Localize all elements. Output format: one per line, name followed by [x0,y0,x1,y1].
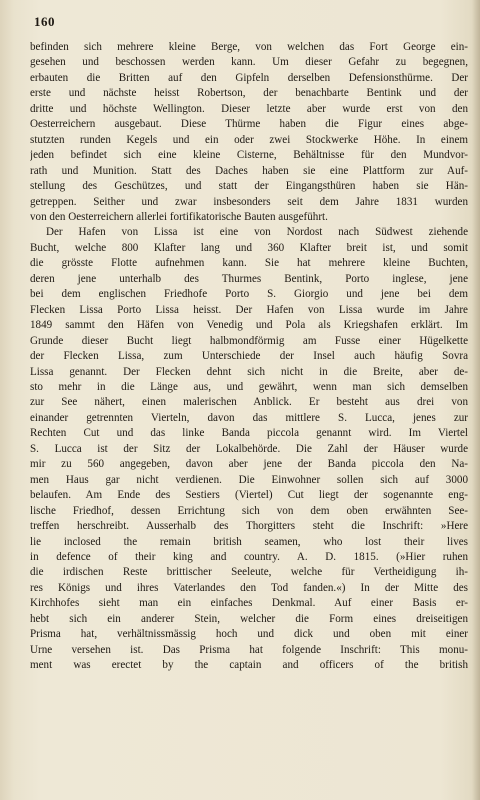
text-line: die irdischen Reste brittischer Seeleute, welche für Vertheidigung ih- [30,566,468,579]
text-line: befinden sich mehrere kleine Berge, von welchen das Fort George ein- [30,41,468,53]
text-line: Rechten Cut und das linke Banda piccola genannt wird. Im Viertel [30,427,468,440]
text-line: bei dem englischen Friedhofe Porto S. Giorgio und jene bei dem [30,288,468,301]
text-line: mir zu 560 angegeben, davon aber jene der Banda piccola den Na- [30,458,468,471]
text-line: der Flecken Lissa, zum Unterschiede der Insel auch häufig Sovra [30,350,468,363]
text-line: von den Oesterreichern allerlei fortifikatorische Bauten ausgeführt. [30,210,328,223]
text-line: Urne versehen ist. Das Prisma hat folgende Inschrift: This monu- [30,643,468,656]
text-line: treffen herschreibt. Ausserhalb des Thorgitters steht die Inschrift: »Here [30,520,468,533]
body-text [30,40,468,674]
text-line: gesehen und beschossen werden kann. Um dieser Gefahr zu begegnen, [30,56,468,69]
text-line: erbauten die Britten auf den Gipfeln derselben Defensionsthürme. Der [30,71,468,84]
text-line: Grunde dieser Bucht liegt halbmondförmig am Fusse einer Hügelkette [30,334,468,347]
text-line: Der Hafen von Lissa ist eine von Nordost nach Südwest ziehende [46,226,468,239]
text-line: Kirchhofes sieht man ein einfaches Denkmal. Auf einer Basis er- [30,597,468,610]
text-line: res Königs und ihres Vaterlandes den Tod fanden.«) In der Mitte des [30,581,468,594]
text-line: deren jene unterhalb des Thurmes Bentink, Porto inglese, jene [30,272,468,285]
text-line: lische Friedhof, dessen Errichtung sich von dem oben erwähnten See- [30,504,468,517]
text-line: einander getrennten Vierteln, davon das mittlere S. Lucca, jenes zur [30,411,468,424]
text-line: stellung des Geschützes, und statt der Eingangsthüren haben sie Hän- [30,180,468,193]
text-line: stutzten runden Kegels und ein oder zwei Stockwerke Höhe. In einem [30,133,468,146]
text-line: men Haus gar nicht verdienen. Die Einwohner sollen sich auf 3000 [30,473,468,486]
text-line: lie inclosed the remain british seamen, who lost their lives [30,535,468,548]
text-line: in defence of their king and country. A. D. 1815. (»Hier ruhen [30,550,468,563]
text-line: Lissa genannt. Der Flecken dehnt sich nicht in die Breite, aber de- [30,365,468,378]
text-line: belaufen. Am Ende des Sestiers (Viertel) Cut liegt der sogenannte eng- [30,489,468,502]
text-line: Prisma hat, verhältnissmässig hoch und dick und oben mit einer [30,628,468,641]
text-line: dritte und höchste Wellington. Dieser letzte aber wurde erst von den [30,102,468,115]
text-line: erste und nächste heisst Robertson, der benachbarte Bentink und der [30,87,468,100]
page-number: 160 [34,14,55,29]
text-line: ment was erectet by the captain and officers of the british [30,659,468,672]
text-line: 1849 sammt den Häfen von Venedig und Pola als Kriegshafen erklärt. Im [30,319,468,332]
page-fold-shadow [472,0,480,800]
text-line: Oesterreichern ausgebaut. Diese Thürme haben die Figur eines abge- [30,118,468,131]
text-line: die grösste Flotte aufnehmen kann. Sie hat mehrere kleine Buchten, [30,257,468,270]
text-line: zur See nähert, einen malerischen Anblick. Er besteht aus drei von [30,396,468,409]
text-line: getreppen. Seither und zwar insbesonders seit dem Jahre 1831 wurden [30,195,468,208]
text-line: Bucht, welche 800 Klafter lang und 360 Klafter breit ist, und somit [30,241,468,254]
text-line: rath und Munition. Statt des Daches haben sie eine Plattform zur Auf- [30,164,468,177]
text-line: sto mehr in die Länge aus, und gewährt, wenn man sich demselben [30,380,468,393]
text-line: hebt sich ein anderer Stein, welcher die Form eines dreiseitigen [30,612,468,625]
text-line: S. Lucca ist der Sitz der Lokalbehörde. Die Zahl der Häuser wurde [30,442,468,455]
text-line: jeden befindet sich eine kleine Cisterne, Behältnisse für den Mundvor- [30,149,468,162]
text-line: Flecken Lissa Porto Lissa heisst. Der Hafen von Lissa wurde im Jahre [30,303,468,316]
